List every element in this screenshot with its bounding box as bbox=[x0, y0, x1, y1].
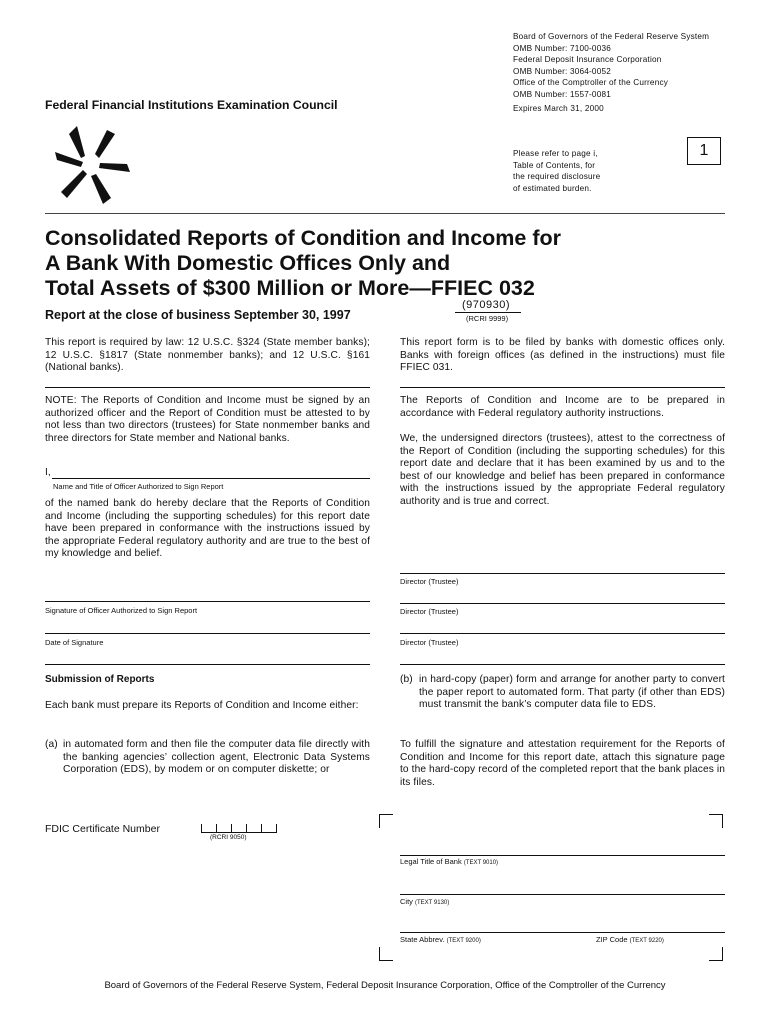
fulfill-text: To fulfill the signature and attestation requirement for the Reports of Condition and Income for this report date, attach this signature page to the hard-copy record of the completed report that the bank places in its files. bbox=[400, 739, 725, 788]
note-text: NOTE: The Reports of Condition and Income must be signed by an authorized officer and the Report of Condition must be attested to by not less than two directors (trustees) for State nonmember banks and three directors for State member and National banks. bbox=[45, 395, 370, 444]
note-line: Table of Contents, for bbox=[513, 160, 596, 170]
agency-line: OMB Number: 3064-0052 bbox=[513, 66, 611, 76]
filed-by-text: This report form is to be filed by banks with domestic offices only. Banks with foreign offices (as defined in the instructions) must file FFIEC 031. bbox=[400, 337, 725, 373]
divider bbox=[45, 664, 370, 665]
council-name: Federal Financial Institutions Examination Council bbox=[45, 98, 338, 112]
option-a-text: in automated form and then file the computer data file directly with the banking agencies’ collection agent, Electronic Data Systems Corporation (EDS), by modem or on computer diskette; or bbox=[63, 739, 370, 775]
note-line: of estimated burden. bbox=[513, 183, 592, 193]
report-title bbox=[45, 226, 665, 301]
agency-line: OMB Number: 1557-0081 bbox=[513, 89, 611, 99]
officer-name-label: Name and Title of Officer Authorized to Sign Report bbox=[53, 482, 224, 491]
state-label: State Abbrev. (TEXT 9200) bbox=[400, 935, 481, 944]
submission-text: Each bank must prepare its Reports of Condition and Income either: bbox=[45, 700, 359, 711]
divider bbox=[45, 213, 725, 214]
date-label: Date of Signature bbox=[45, 638, 104, 647]
note-line: the required disclosure bbox=[513, 172, 601, 182]
legal-title-label: Legal Title of Bank (TEXT 9010) bbox=[400, 857, 499, 866]
attestation-text: We, the undersigned directors (trustees), attest to the correctness of the Report of Condition (including the supporting schedules) for this report date and declare that it has been examined by us and to the best of our knowledge and belief has been prepared in conformance with the instructions issued by the appropriate Federal regulatory authority and is true and correct. bbox=[400, 433, 725, 507]
window-corner bbox=[709, 814, 723, 828]
agency-line: Board of Governors of the Federal Reserve System bbox=[513, 32, 710, 41]
window-corner bbox=[379, 947, 393, 961]
agency-line: Federal Deposit Insurance Corporation bbox=[513, 55, 662, 65]
prepared-text: The Reports of Condition and Income are to be prepared in accordance with Federal regulatory authority instructions. bbox=[400, 395, 725, 419]
title-line: A Bank With Domestic Offices Only and bbox=[45, 251, 451, 275]
option-b-text: in hard-copy (paper) form and arrange for another party to convert the paper report to automated form. That party (if other than EDS) must transmit the bank’s computer data file to EDS. bbox=[419, 674, 725, 710]
divider bbox=[400, 387, 725, 388]
note-line: Please refer to page i, bbox=[513, 149, 598, 158]
ffiec-logo-icon bbox=[55, 126, 130, 204]
city-line[interactable] bbox=[400, 894, 725, 895]
zip-label: ZIP Code (TEXT 9220) bbox=[596, 935, 664, 944]
page-number: 1 bbox=[687, 137, 721, 165]
date-line[interactable] bbox=[45, 633, 370, 634]
agency-line: Office of the Comptroller of the Currency bbox=[513, 78, 669, 88]
agency-line: Expires March 31, 2000 bbox=[513, 103, 604, 113]
director-label: Director (Trustee) bbox=[400, 577, 459, 586]
director-signature-line[interactable] bbox=[400, 633, 725, 634]
signature-label: Signature of Officer Authorized to Sign Report bbox=[45, 606, 198, 615]
state-zip-line[interactable] bbox=[400, 932, 725, 933]
fdic-cert-label: FDIC Certificate Number bbox=[45, 823, 160, 835]
signature-line[interactable] bbox=[45, 601, 370, 602]
required-by-law-text: This report is required by law: 12 U.S.C. §324 (State member banks); 12 U.S.C. §1817 (State nonmember banks); and 12 U.S.C. §161 (National banks). bbox=[45, 337, 370, 373]
fdic-cert-code: (RCRI 9050) bbox=[210, 834, 247, 841]
report-date-label: Report at the close of business September 30, 1997 bbox=[45, 308, 351, 322]
option-b-marker: (b) bbox=[400, 674, 413, 685]
window-corner bbox=[709, 947, 723, 961]
declaration-text: of the named bank do hereby declare that the Reports of Condition and Income (including the supporting schedules) for this report date have been prepared in conformance with the instructions issued by the appropriate Federal regulatory authority and are true to the best of my knowledge and belief. bbox=[45, 498, 370, 559]
city-label: City (TEXT 9130) bbox=[400, 897, 450, 906]
director-label: Director (Trustee) bbox=[400, 638, 459, 647]
report-date-value: (970930) bbox=[462, 299, 511, 311]
director-signature-line[interactable] bbox=[400, 603, 725, 604]
agency-header bbox=[513, 31, 753, 114]
agency-line: OMB Number: 7100-0036 bbox=[513, 43, 611, 53]
divider bbox=[455, 312, 521, 313]
submission-heading: Submission of Reports bbox=[45, 674, 155, 685]
divider bbox=[400, 664, 725, 665]
burden-disclosure-note bbox=[513, 148, 623, 194]
title-line: Consolidated Reports of Condition and Income for bbox=[45, 226, 561, 250]
footer-agencies: Board of Governors of the Federal Reserve System, Federal Deposit Insurance Corporation, Office of the Comptroller of the Currency bbox=[104, 980, 666, 991]
director-label: Director (Trustee) bbox=[400, 607, 459, 616]
option-a-marker: (a) bbox=[45, 739, 58, 750]
director-signature-line[interactable] bbox=[400, 573, 725, 574]
i-label: I, bbox=[45, 467, 51, 478]
divider bbox=[45, 387, 370, 388]
report-date-code: (RCRI 9999) bbox=[466, 314, 509, 323]
legal-title-line[interactable] bbox=[400, 855, 725, 856]
title-line: Total Assets of $300 Million or More—FFIEC 032 bbox=[45, 276, 535, 300]
window-corner bbox=[379, 814, 393, 828]
officer-name-line[interactable] bbox=[52, 478, 370, 479]
